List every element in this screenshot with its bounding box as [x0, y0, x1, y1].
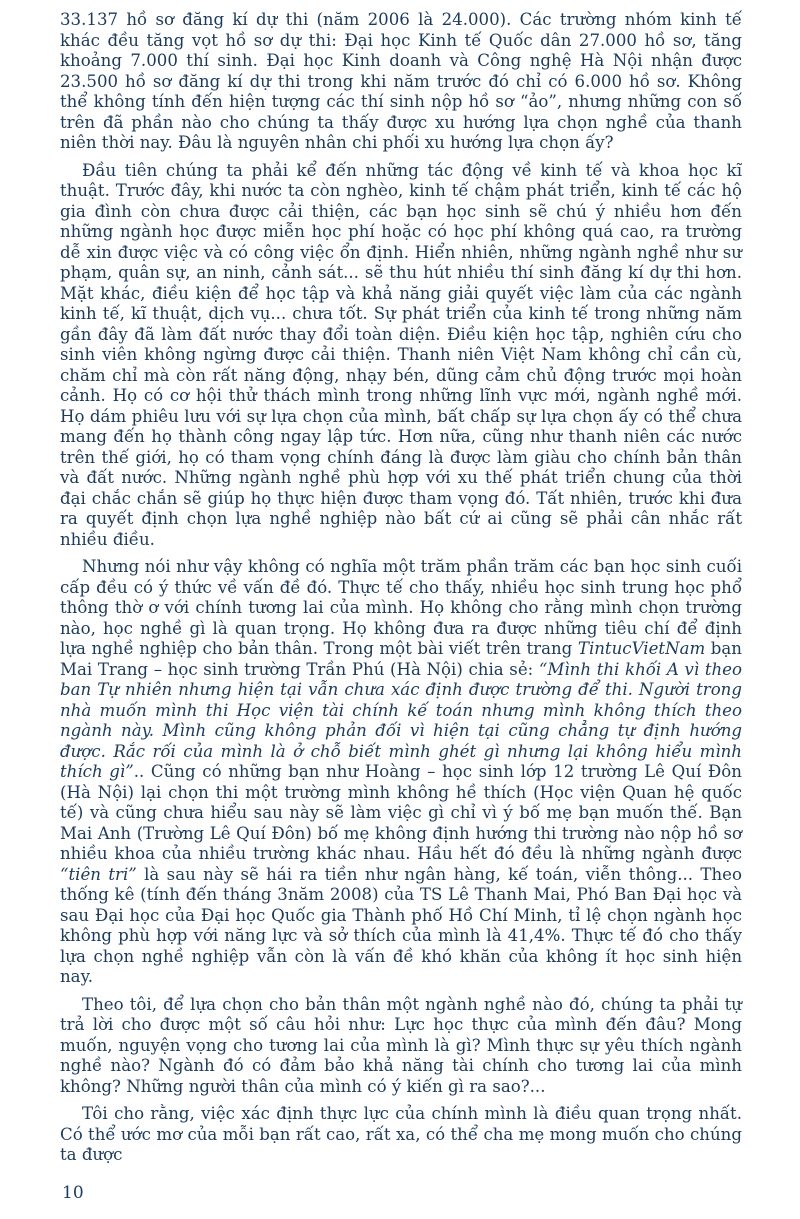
student-quote: “Mình thi khối A vì theo ban Tự nhiên nhưng hiện tại vẫn chưa xác định được trường để thi. Người trong nhà muốn mình thi Học viện tài chính kế toán nhưng mình không thích theo ngành này. Mình cũng không phản đối vì hiện tại cũng chẳng tự định hướng được. Rắc rối của mình là ở chỗ biết mình ghét gì nhưng lại không hiểu mình thích gì” — [60, 659, 742, 781]
paragraph-5: Tôi cho rằng, việc xác định thực lực của chính mình là điều quan trọng nhất. Có thể ước mơ của mỗi bạn rất cao, rất xa, có thể cha mẹ mong muốn cho chúng ta được — [60, 1104, 742, 1164]
source-site-name: TintucVietNam — [577, 639, 706, 658]
paragraph-3-text-g: là sau này sẽ hái ra tiền như ngân hàng, kế toán, viễn thông... Theo thống kê (tính đến tháng 3năm 2008) của TS Lê Thanh Mai, Phó Ban Đại học và sau Đại học của Đại học Quốc gia Thành phố Hồ Chí Minh, tỉ lệ chọn ngành học không phù hợp với năng lực và sở thích của mình là 41,4%. Thực tế đó cho thấy lựa chọn nghề nghiệp vẫn còn là vấn đề khó khăn của không ít học sinh hiện nay. — [60, 864, 742, 986]
quoted-term: “tiên tri” — [60, 864, 137, 884]
paragraph-3-text-a: Nhưng nói như vậy không có nghĩa một trăm phần trăm các bạn học sinh cuối cấp đều có ý thức về vấn đề đó. Thực tế cho thấy, nhiều học sinh trung học phổ thông thờ ơ với chính tương lai của mình. Họ không cho rằng mình chọn trường nào, học nghề gì là quan trọng. Họ không đưa ra được những tiêu chí để định lựa nghề nghiệp cho bản thân. Trong một bài viết trên trang — [60, 557, 742, 658]
paragraph-3-text-e: .. Cũng có những bạn như Hoàng – học sinh lớp 12 trường Lê Quí Đôn (Hà Nội) lại chọn thi một trường mình không hề thích (Học viện Quan hệ quốc tế) và cũng chưa hiểu sau này sẽ làm việc gì chỉ vì ý bố mẹ bạn muốn thế. Bạn Mai Anh (Trường Lê Quí Đôn) bố mẹ không định hướng thi trường nào nộp hồ sơ nhiều khoa của nhiều trường khác nhau. Hầu hết đó đều là những ngành được — [60, 762, 742, 863]
paragraph-4: Theo tôi, để lựa chọn cho bản thân một ngành nghề nào đó, chúng ta phải tự trả lời cho được một số câu hỏi như: Lực học thực của mình đến đâu? Mong muốn, nguyện vọng cho tương lai của mình là gì? Mình thực sự yêu thích ngành nghề nào? Ngành đó có đảm bảo khả năng tài chính cho tương lai của mình không? Những người thân của mình có ý kiến gì ra sao?... — [60, 994, 742, 1096]
page-number: 10 — [62, 1183, 84, 1203]
paragraph-3-text-c: bạn Mai Trang – học sinh trường Trần Phú (Hà Nội) chia sẻ: — [60, 639, 742, 679]
paragraph-1: 33.137 hồ sơ đăng kí dự thi (năm 2006 là 24.000). Các trường nhóm kinh tế khác đều tăng vọt hồ sơ dự thi: Đại học Kinh tế Quốc dân 27.000 hồ sơ, tăng khoảng 7.000 thí sinh. Đại học Kinh doanh và Công nghệ Hà Nội nhận được 23.500 hồ sơ đăng kí dự thi trong khi năm trước đó chỉ có 6.000 hồ sơ. Không thể không tính đến hiện tượng các thí sinh nộp hồ sơ “ảo”, nhưng những con số trên đã phần nào cho chúng ta thấy được xu hướng lựa chọn nghề của thanh niên thời nay. Đâu là nguyên nhân chi phối xu hướng lựa chọn ấy? — [60, 10, 742, 152]
body-text — [60, 10, 742, 1173]
paragraph-2: Đầu tiên chúng ta phải kể đến những tác động về kinh tế và khoa học kĩ thuật. Trước đây, khi nước ta còn nghèo, kinh tế chậm phát triển, kinh tế các hộ gia đình còn chưa được cải thiện, các bạn học sinh sẽ chú ý nhiều hơn đến những ngành học được miễn học phí hoặc có học phí không quá cao, ra trường dễ xin được việc và có công việc ổn định. Hiển nhiên, những ngành nghề như sư phạm, quân sự, an ninh, cảnh sát... sẽ thu hút nhiều thí sinh đăng kí dự thi hơn. Mặt khác, điều kiện để học tập và khả năng giải quyết việc làm của các ngành kinh tế, kĩ thuật, dịch vụ... chưa tốt. Sự phát triển của kinh tế trong những năm gần đây đã làm đất nước thay đổi toàn diện. Điều kiện học tập, nghiên cứu cho sinh viên không ngừng được cải thiện. Thanh niên Việt Nam không chỉ cần cù, chăm chỉ mà còn rất năng động, nhạy bén, dũng cảm chủ động trước mọi hoàn cảnh. Họ có cơ hội thử thách mình trong những lĩnh vực mới, ngành nghề mới. Họ dám phiêu lưu với sự lựa chọn của mình, bất chấp sự lựa chọn ấy có thể chưa mang đến họ thành công ngay lập tức. Hơn nữa, cũng như thanh niên các nước trên thế giới, họ có tham vọng chính đáng là được làm giàu cho chính bản thân và đất nước. Những ngành nghề phù hợp với xu thế phát triển chung của thời đại chắc chắn sẽ giúp họ thực hiện được tham vọng đó. Tất nhiên, trước khi đưa ra quyết định chọn lựa nghề nghiệp nào bất cứ ai cũng sẽ phải cân nhắc rất nhiều điều. — [60, 160, 742, 549]
paragraph-3 — [60, 557, 742, 988]
